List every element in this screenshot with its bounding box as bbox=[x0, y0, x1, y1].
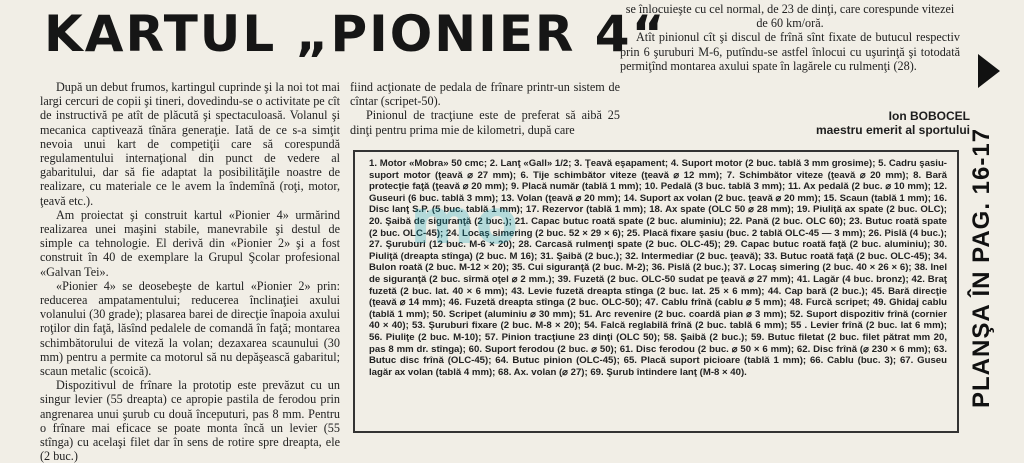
side-label: PLANŞA ÎN PAG. 16-17 bbox=[968, 127, 995, 408]
article-column-2 bbox=[350, 80, 620, 137]
paragraph: fiind acţionate de pedala de frînare printr-un sistem de cîntar (scripet-50). bbox=[350, 80, 620, 109]
paragraph: Pinionul de tracţiune este de preferat să aibă 25 dinţi pentru prima mie de kilometri, după care bbox=[350, 108, 620, 137]
parts-legend-box: 1. Motor «Mobra» 50 cmc; 2. Lanţ «Gall» 1/2; 3. Ţeavă eşapament; 4. Suport motor (2 buc. tablă 3 mm grosime); 5. Cadru şasiu-suport motor (ţeavă ⌀ 27 mm); 6. Tije schimbător viteze (ţeavă ⌀ 12 mm); 7. Schimbător viteze (ţeavă ⌀ 20 mm); 8. Bară protecţie faţă (ţeavă ⌀ 20 mm); 9. Placă număr (tablă 1 mm); 10. Pedală (3 buc. tablă 3 mm); 11. Ax pedală (2 buc. ⌀ 10 mm); 12. Guseuri (6 buc. tablă 3 mm); 13. Volan (ţeavă ⌀ 20 mm); 14. Suport ax volan (2 buc. ţeavă ⌀ 20 mm); 15. Scaun (tablă 1 mm); 16. Disc lanţ S.P. (5 buc. tablă 1 mm); 17. Rezervor (tablă 1 mm); 18. Ax spate (OLC 50 ⌀ 28 mm); 19. Piuliţă ax spate (2 buc. OLC); 20. Şaibă de siguranţă (2 buc.); 21. Capac butuc roată spate (2 buc. aluminiu); 22. Pană (2 buc. OLC 60); 23. Butuc roată spate (2 buc. OLC-45); 24. Locaş simering (2 buc. 52 × 29 × 6); 25. Placă fixare şasiu (buc. 2 tablă OLC-45 — 3 mm); 26. Pislă (4 buc.); 27. Şuruburi (12 buc. M-6 × 20); 28. Carcasă rulmenţi spate (2 buc. OLC-45); 29. Capac butuc roată faţă (2 buc. aluminiu); 30. Piuliţă (dreapta stînga) (2 buc. M 16); 31. Şaibă (2 buc.); 32. Intermediar (2 buc. ţeavă); 33. Butuc roată faţă (2 buc. OLC-45); 34. Bulon roată (2 buc. M-12 × 20); 35. Cui siguranţă (2 buc. M-2); 36. Pislă (2 buc.); 37. Locaş simering (2 buc. 40 × 26 × 6); 38. Inel de siguranţă (2 buc. sîrmă oţel ⌀ 2 mm.); 39. Fuzetă (2 buc. OLC-50 sudat pe ţeavă ⌀ 27 mm); 41. Lagăr (4 buc. bronz); 42. Braţ fuzetă (2 buc. lat. 40 × 6 mm); 43. Levie fuzetă dreapta stînga (2 buc. lat. 25 × 6 mm); 44. Cap bară (2 buc.); 45. Bară direcţie (ţeavă ⌀ 14 mm); 46. Fuzetă dreapta stînga (2 buc. OLC-50); 47. Cablu frînă (cablu ⌀ 5 mm); 48. Furcă scripet; 49. Ghidaj cablu (tablă 1 mm); 50. Scripet (aluminiu ⌀ 30 mm); 51. Arc revenire (2 buc. coardă pian ⌀ 3 mm); 52. Suport dispozitiv frînă (cornier 40 × 40); 53. Şuruburi fixare (2 buc. M-8 × 20); 54. Falcă reglabilă frînă (2 buc. tablă 6 mm); 55 . Levier frînă (2 buc. lat 6 mm); 56. Piuliţe (2 buc. M-10); 57. Pinion tracţiune 23 dinţi (OLC 50); 58. Şaibă (2 buc.); 59. Butuc filetat (2 buc. filet pătrat mm 20, pas 8 mm dr. stînga); 60. Suport ferodou (2 buc. ⌀ 50); 61. Disc ferodou (2 buc. ⌀ 50 × 6 mm); 62. Disc frînă (⌀ 230 × 6 mm); 63. Butuc disc frînă (OLC-45); 64. Butuc pinion (OLC-45); 65. Placă suport picioare (tablă 1 mm); 66. Cablu (buc. 3); 67. Guseu lagăr ax volan (tablă 4 mm); 68. Ax. volan (⌀ 27); 69. Şurub întindere lanţ (M-8 × 40). bbox=[353, 150, 959, 433]
article-column-1 bbox=[40, 80, 340, 463]
article-title: KARTUL „PIONIER 4“ bbox=[44, 5, 667, 63]
author-role: maestru emerit al sportului bbox=[815, 123, 970, 137]
author-signature bbox=[730, 109, 970, 137]
paragraph: Am proiectat şi construit kartul «Pionier 4» urmărind realizarea unei maşini stabile, manevrabile şi destul de simple ca tehnologie. El derivă din «Pionier 2» şi a fost construit în 40 de exemplare la Grupul Şcolar profesional «Galvan Tei». bbox=[40, 207, 340, 279]
watermark: mo bbox=[410, 185, 520, 258]
article-column-3 bbox=[620, 2, 960, 73]
author-name: Ion BOBOCEL bbox=[888, 109, 970, 123]
paragraph: După un debut frumos, kartingul cuprinde şi la noi tot mai largi cercuri de copii şi tineri, dovedindu-se o activitate pe cît de instructivă pe atît de plăcută şi spectaculoasă. Volanul şi mecanica captivează tînăra generaţie. Iată de ce s-a simţit nevoia unui kart de competiţii care să corespundă regulamentului internaţional din punct de vedere al gabaritului, dar să fie adaptat la posibilităţile noastre de realizare, cu materiale ce le avem la îndemînă (roţi, motor, ţeavă etc.). bbox=[40, 80, 340, 208]
paragraph: se înlocuieşte cu cel normal, de 23 de dinţi, care corespunde vitezei de 60 km/oră. bbox=[625, 2, 955, 31]
triangle-right-icon bbox=[978, 54, 1000, 88]
paragraph: «Pionier 4» se deosebeşte de kartul «Pionier 2» prin: reducerea ampatamentului; reducerea înclinaţiei axului volanului (30 grade); plasarea barei de direcţie înapoia axului roţilor din faţă, lăsînd pedalele de comandă în faţă; montarea schimbătorului de viteză la volan; dezaxarea scaunului (30 mm) pentru a permite ca motorul să nu depăşească gabaritul; scaun metalic (scoică). bbox=[40, 278, 340, 379]
paragraph: Dispozitivul de frînare la prototip este prevăzut cu un singur levier (55 dreapta) ce apropie pastila de ferodou prin angrenarea unui şurub cu două începuturi, pas 8 mm. Pentru o frînare mai eficace se poate monta încă un levier (55 stînga) cu acelaşi filet dar în sens de rotire spre dreapta, ele (2 buc.) bbox=[40, 378, 340, 463]
paragraph: Atît pinionul cît şi discul de frînă sînt fixate de butucul respectiv prin 6 şuruburi M-6, putîndu-se astfel înlocui cu uşurinţă şi totodată permiţînd montarea axului spate în lagărele cu rulmenţi (28). bbox=[620, 30, 960, 73]
